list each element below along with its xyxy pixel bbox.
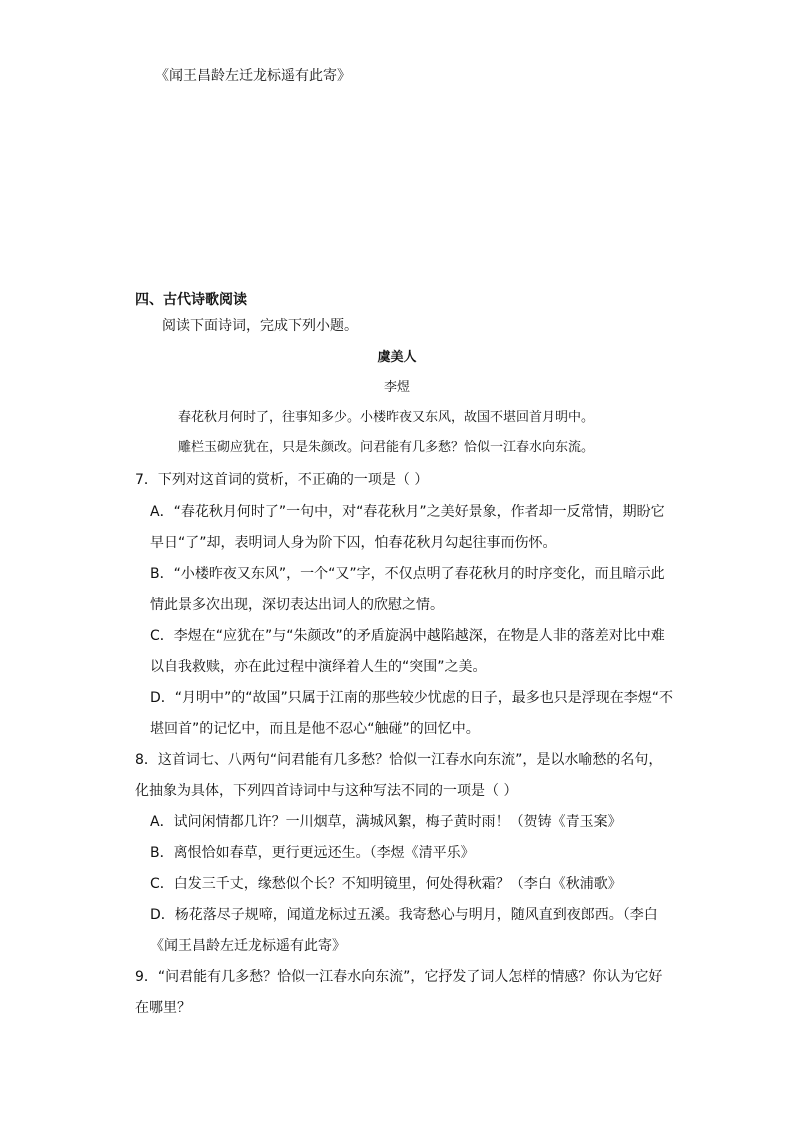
poem-line-2: 雕栏玉砌应犹在，只是朱颜改。问君能有几多愁？恰似一江春水向东流。 [178, 440, 595, 455]
question-7-option-a: A．“春花秋月何时了”一句中，对“春花秋月”之美好景象，作者却一反常情，期盼它 [150, 504, 665, 520]
question-7-option-d: D．“月明中”的“故国”只属于江南的那些较少忧虑的日子，最多也只是浮现在李煜“不 [150, 690, 674, 706]
poem-title: 虞美人 [377, 350, 417, 365]
question-8-option-d: D．杨花落尽子规啼，闻道龙标过五溪。我寄愁心与明月，随风直到夜郎西。（李白 [150, 907, 658, 923]
question-7-option-c: C．李煜在“应犹在”与“朱颜改”的矛盾旋涡中越陷越深，在物是人非的落差对比中难 [150, 628, 665, 644]
question-8-stem-cont: 化抽象为具体，下列四首诗词中与这种写法不同的一项是（ ） [135, 783, 518, 799]
question-8-option-b: B．离恨恰如春草，更行更远还生。（李煜《清平乐》 [150, 845, 475, 861]
section-instruction: 阅读下面诗词，完成下列小题。 [162, 318, 358, 334]
poem-line-1: 春花秋月何时了，往事知多少。小楼昨夜又东风，故国不堪回首月明中。 [178, 410, 595, 425]
question-9-stem-cont: 在哪里？ [135, 1000, 191, 1016]
poem-author: 李煜 [383, 380, 410, 395]
question-8-option-d-cont: 《闻王昌龄左迁龙标遥有此寄》 [150, 938, 346, 954]
question-8-option-a: A．试问闲情都几许？一川烟草，满城风絮，梅子黄时雨！（贺铸《青玉案》 [150, 814, 622, 830]
question-8-stem: 8．这首词七、八两句“问君能有几多愁？恰似一江春水向东流”，是以水喻愁的名句， [135, 752, 663, 768]
question-8-option-c: C．白发三千丈，缘愁似个长？不知明镜里，何处得秋霜？（李白《秋浦歌》 [150, 876, 622, 892]
question-7-option-b-cont: 情此景多次出现，深切表达出词人的欣慰之情。 [150, 597, 444, 613]
question-9-stem: 9．“问君能有几多愁？恰似一江春水向东流”，它抒发了词人怎样的情感？你认为它好 [135, 969, 663, 985]
question-7-option-b: B．“小楼昨夜又东风”，一个“又”字，不仅点明了春花秋月的时序变化，而且暗示此 [150, 566, 665, 582]
question-7-stem: 7．下列对这首词的赏析，不正确的一项是（ ） [135, 472, 429, 488]
question-7-option-c-cont: 以自我救赎，亦在此过程中演绎着人生的“突围”之美。 [150, 659, 487, 675]
top-continuation-text: 《闻王昌龄左迁龙标遥有此寄》 [155, 68, 351, 84]
question-7-option-d-cont: 堪回首”的记忆中，而且是他不忍心“触碰”的回忆中。 [150, 721, 480, 737]
section-heading: 四、古代诗歌阅读 [135, 292, 247, 308]
question-7-option-a-cont: 早日“了”却，表明词人身为阶下囚，怕春花秋月勾起往事而伤怀。 [150, 535, 557, 551]
